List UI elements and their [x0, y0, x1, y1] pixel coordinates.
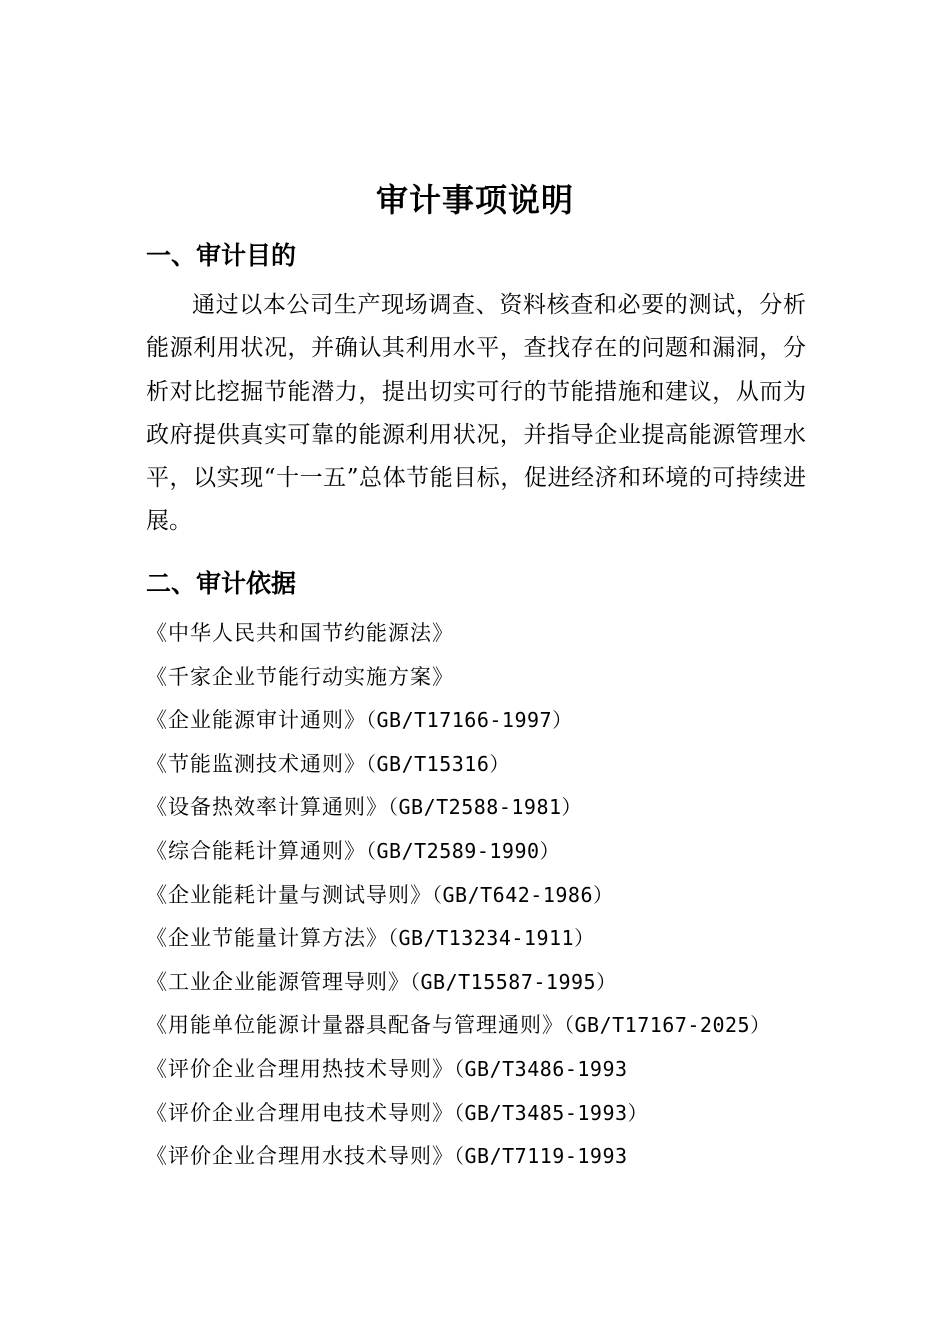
reference-name: 《设备热效率计算通则》: [146, 795, 388, 820]
reference-name: 《综合能耗计算通则》: [146, 838, 366, 863]
reference-list: [146, 612, 810, 1179]
reference-name: 《中华人民共和国节约能源法》: [146, 621, 454, 645]
reference-name: 《评价企业合理用热技术导则》: [146, 1056, 454, 1081]
reference-name: 《用能单位能源计量器具配备与管理通则》: [146, 1013, 564, 1038]
reference-code: （GB/T17167-2025）: [564, 1013, 771, 1038]
reference-item: [146, 699, 810, 743]
section-heading-audit-purpose: 一、审计目的: [146, 241, 297, 270]
section-heading-audit-basis: 二、审计依据: [146, 569, 297, 598]
reference-item: [146, 786, 810, 830]
reference-code: （GB/T7119-1993: [454, 1144, 628, 1169]
reference-item: [146, 743, 810, 787]
reference-item: [146, 830, 810, 874]
reference-item: [146, 1048, 810, 1092]
audit-purpose-paragraph: 通过以本公司生产现场调查、资料核查和必要的测试，分析能源利用状况，并确认其利用水平，查找存在的问题和漏洞，分析对比挖掘节能潜力，提出切实可行的节能措施和建议，从而为政府提供真实可靠的能源利用状况，并指导企业提高能源管理水平，以实现“十一五”总体节能目标，促进经济和环境的可持续进展。: [146, 292, 806, 535]
reference-name: 《节能监测技术通则》: [146, 751, 366, 776]
reference-item: [146, 656, 810, 700]
reference-name: 《千家企业节能行动实施方案》: [146, 664, 454, 689]
reference-item: [146, 961, 810, 1005]
reference-item: [146, 612, 810, 656]
reference-code: （GB/T3486-1993: [454, 1056, 628, 1081]
reference-code: （GB/T15316）: [366, 751, 510, 776]
reference-name: 《企业节能量计算方法》: [146, 926, 388, 951]
reference-code: （GB/T15587-1995）: [410, 969, 617, 994]
reference-code: （GB/T3485-1993）: [454, 1100, 649, 1125]
reference-code: （GB/T2589-1990）: [366, 838, 561, 863]
reference-item: [146, 1092, 810, 1136]
reference-code: （GB/T642-1986）: [432, 882, 614, 907]
reference-item: [146, 1004, 810, 1048]
reference-item: [146, 917, 810, 961]
reference-item: [146, 1135, 810, 1179]
reference-name: 《评价企业合理用电技术导则》: [146, 1100, 454, 1125]
reference-name: 《企业能耗计量与测试导则》: [146, 882, 432, 907]
reference-code: （GB/T2588-1981）: [388, 795, 583, 820]
reference-code: （GB/T13234-1911）: [388, 926, 595, 951]
reference-name: 《评价企业合理用水技术导则》: [146, 1144, 454, 1169]
reference-name: 《企业能源审计通则》: [146, 708, 366, 733]
reference-name: 《工业企业能源管理导则》: [146, 969, 410, 994]
document-title: 审计事项说明: [375, 181, 574, 219]
reference-code: （GB/T17166-1997）: [366, 708, 573, 733]
reference-item: [146, 874, 810, 918]
